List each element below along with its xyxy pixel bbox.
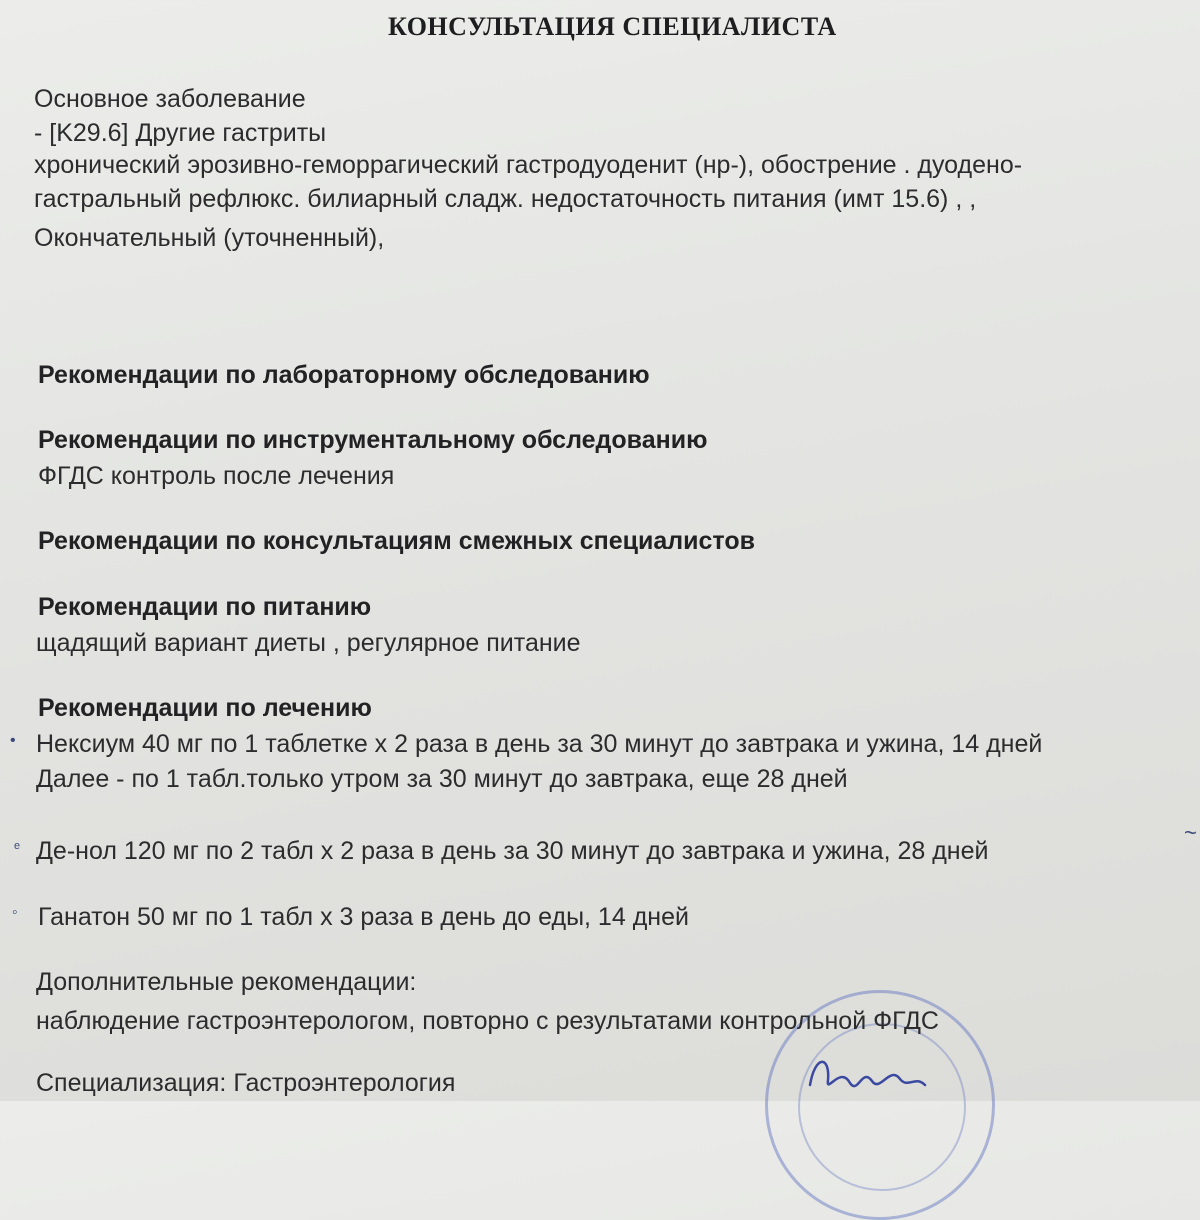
pen-tick-icon: ~ <box>1184 820 1197 845</box>
pen-dot-icon: • <box>10 732 16 749</box>
nutrition-text: щадящий вариант диеты , регулярное питание <box>36 629 581 657</box>
signature <box>800 1045 960 1105</box>
additional-text: наблюдение гастроэнтерологом, повторно с результатами контрольной ФГДС <box>36 1007 939 1035</box>
diagnosis-code: - [K29.6] Другие гастриты <box>34 119 327 147</box>
lab-heading: Рекомендации по лабораторному обследованию <box>38 361 650 389</box>
diagnosis-line-1: хронический эрозивно-геморрагический гастродуоденит (нр-), обострение . дуодено- <box>34 151 1023 179</box>
diagnosis-line-3: Окончательный (уточненный), <box>34 224 385 252</box>
treatment-heading: Рекомендации по лечению <box>38 694 372 722</box>
diagnosis-line-2: гастральный рефлюкс. билиарный сладж. недостаточность питания (имт 15.6) , , <box>34 185 977 213</box>
consult-heading: Рекомендации по консультациям смежных специалистов <box>38 527 755 555</box>
instrumental-heading: Рекомендации по инструментальному обследованию <box>38 426 708 454</box>
pen-mark-icon: ᵉ <box>14 840 20 857</box>
additional-label: Дополнительные рекомендации: <box>36 968 417 996</box>
nutrition-heading: Рекомендации по питанию <box>38 593 372 621</box>
specialization: Специализация: Гастроэнтерология <box>36 1069 456 1097</box>
pen-circle-icon: ◦ <box>12 904 18 921</box>
instrumental-text: ФГДС контроль после лечения <box>38 462 395 490</box>
treatment-item-3: Де-нол 120 мг по 2 табл х 2 раза в день за 30 минут до завтрака и ужина, 28 дней <box>36 837 989 865</box>
treatment-item-2: Далее - по 1 табл.только утром за 30 минут до завтрака, еще 28 дней <box>36 765 848 793</box>
page-title: КОНСУЛЬТАЦИЯ СПЕЦИАЛИСТА <box>388 12 837 41</box>
treatment-item-1: Нексиум 40 мг по 1 таблетке х 2 раза в день за 30 минут до завтрака и ужина, 14 дней <box>36 730 1043 758</box>
treatment-item-4: Ганатон 50 мг по 1 табл х 3 раза в день до еды, 14 дней <box>38 903 689 931</box>
diagnosis-label: Основное заболевание <box>34 85 306 113</box>
